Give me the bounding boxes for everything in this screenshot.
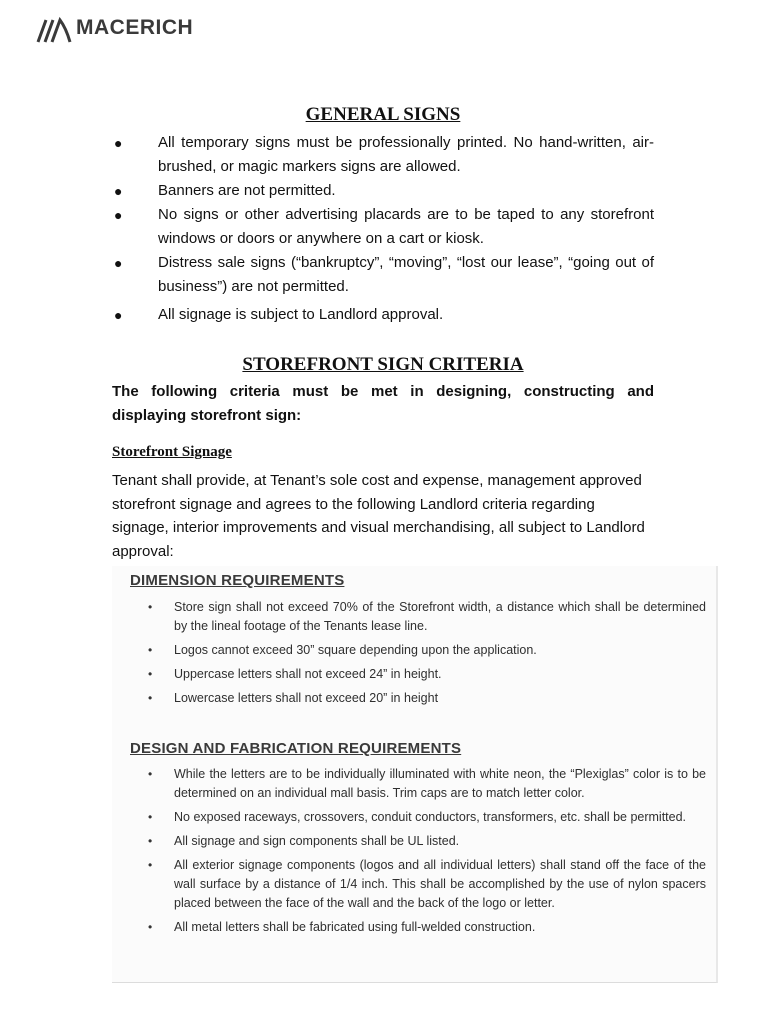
list-item: • While the letters are to be individually illuminated with white neon, the “Plexiglas” color is to be determined on an individual mall basis. Trim caps are to match letter color.	[148, 767, 706, 800]
list-item: • All signage and sign components shall be UL listed.	[148, 832, 706, 851]
bullet-icon: ●	[114, 255, 123, 271]
bullet-icon: •	[148, 600, 153, 614]
list-item: ● Banners are not permitted.	[112, 179, 654, 203]
macerich-logo-icon	[36, 14, 72, 44]
general-signs-title: GENERAL SIGNS	[305, 104, 461, 125]
list-item: ● All signage is subject to Landlord approval.	[112, 303, 654, 327]
list-item: • Lowercase letters shall not exceed 20” in height	[148, 689, 706, 708]
design-fabrication-list	[148, 765, 706, 942]
bullet-icon: •	[148, 858, 153, 872]
list-item: ● All temporary signs must be professionally printed. No hand-written, air-brushed, or magic markers signs are allowed.	[112, 131, 654, 179]
list-item: ● Distress sale signs (“bankruptcy”, “moving”, “lost our lease”, “going out of business”) are not permitted.	[112, 251, 654, 299]
macerich-logo	[36, 14, 193, 44]
logo-text: MACERICH	[76, 16, 194, 39]
bullet-icon: •	[148, 920, 153, 934]
scanned-requirements-image	[112, 566, 718, 983]
bullet-icon: ●	[114, 183, 123, 199]
list-item: • All metal letters shall be fabricated using full-welded construction.	[148, 918, 706, 937]
storefront-signage-subheading: Storefront Signage	[112, 444, 232, 460]
bullet-icon: •	[148, 691, 153, 705]
list-item: ● No signs or other advertising placards are to be taped to any storefront windows or doors or anywhere on a cart or kiosk.	[112, 203, 654, 251]
dimension-requirements-list	[148, 598, 706, 713]
bullet-icon: •	[148, 834, 153, 848]
list-item: • All exterior signage components (logos and all individual letters) shall stand off the face of the wall surface by a distance of 1/4 inch. This shall be accomplished by the use of nylon spacers placed between the face of the wall and the back of the logo or letter.	[148, 858, 706, 910]
list-item: • Logos cannot exceed 30” square depending upon the application.	[148, 641, 706, 660]
bullet-icon: •	[148, 810, 153, 824]
criteria-intro: The following criteria must be met in designing, constructing and displaying storefront sign:	[112, 383, 654, 424]
bullet-icon: •	[148, 667, 153, 681]
storefront-criteria-title: STOREFRONT SIGN CRITERIA	[242, 354, 524, 375]
bullet-icon: ●	[114, 207, 123, 223]
bullet-icon: •	[148, 767, 153, 781]
list-item: • No exposed raceways, crossovers, conduit conductors, transformers, etc. shall be permitted.	[148, 808, 706, 827]
list-item: • Store sign shall not exceed 70% of the Storefront width, a distance which shall be determined by the lineal footage of the Tenants lease line.	[148, 600, 706, 633]
list-item: • Uppercase letters shall not exceed 24” in height.	[148, 665, 706, 684]
storefront-signage-paragraph: Tenant shall provide, at Tenant’s sole cost and expense, management approved storefront signage and agrees to the following Landlord criteria regarding signage, interior improvements and visual merchandising, all subject to Landlord approval:	[112, 472, 645, 560]
bullet-icon: •	[148, 643, 153, 657]
design-fabrication-heading: DESIGN AND FABRICATION REQUIREMENTS	[130, 740, 462, 757]
bullet-icon: ●	[114, 307, 123, 323]
general-signs-list	[112, 131, 654, 327]
dimension-requirements-heading: DIMENSION REQUIREMENTS	[130, 572, 345, 589]
bullet-icon: ●	[114, 135, 123, 151]
